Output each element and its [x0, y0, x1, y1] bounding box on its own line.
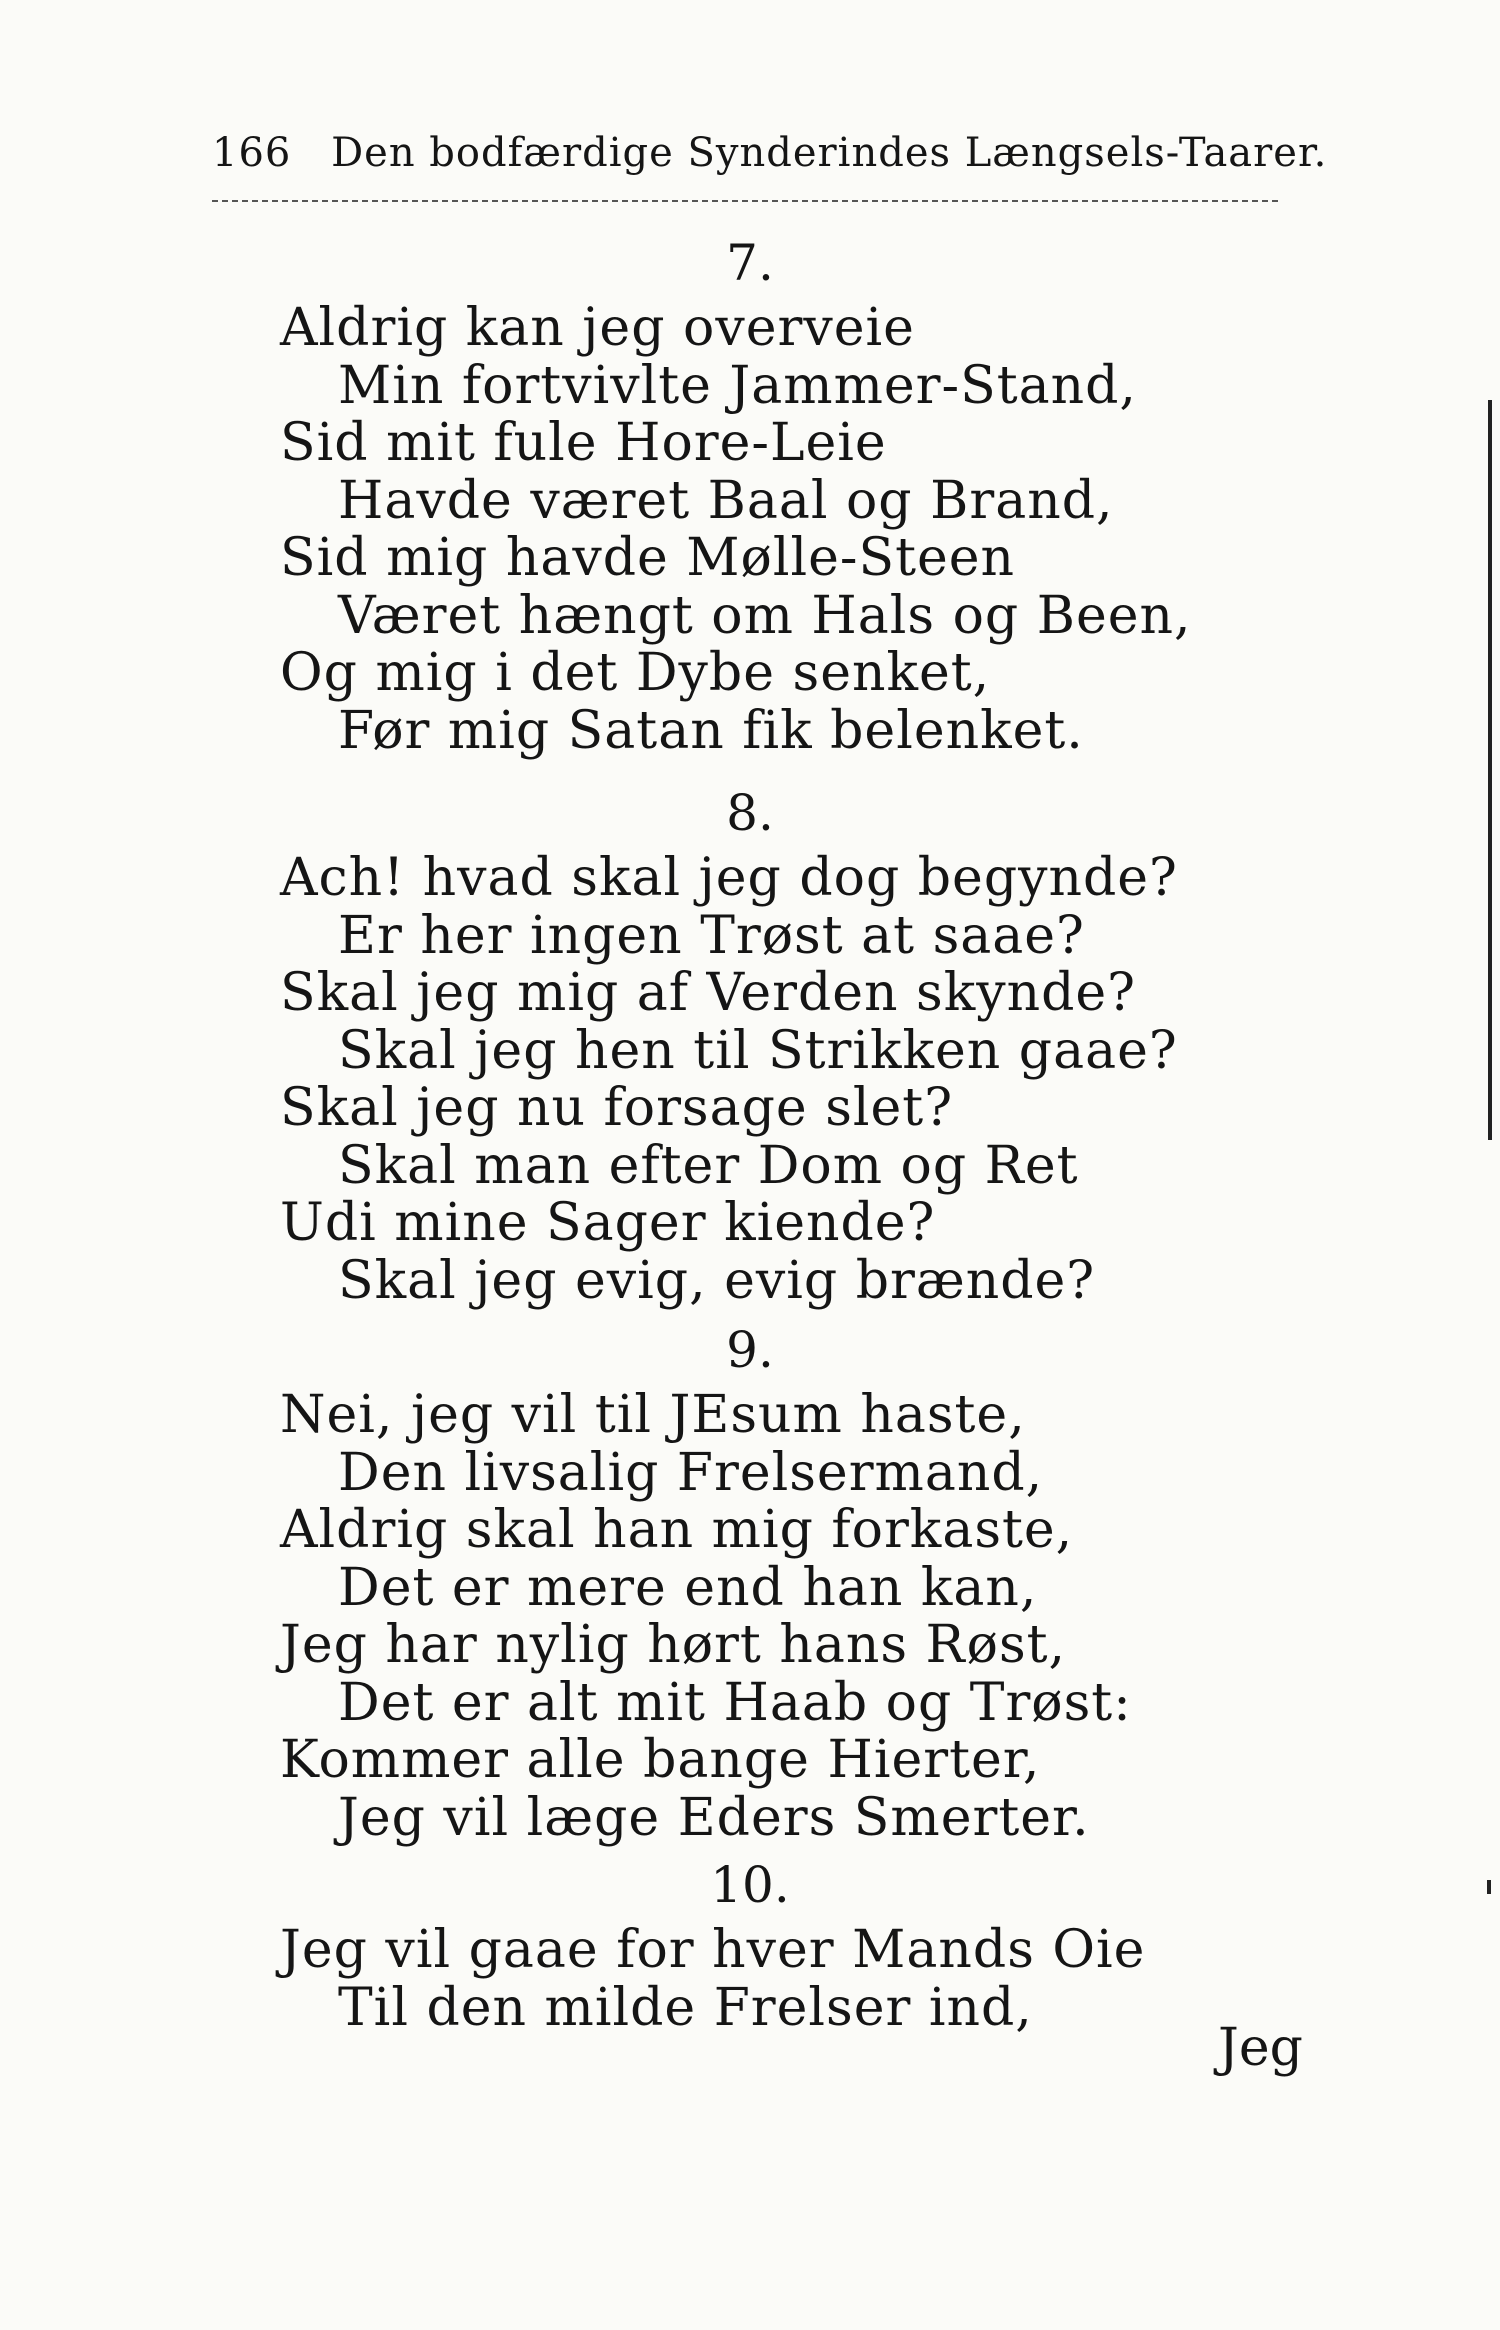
verse-line: Nei, jeg vil til JEsum haste,	[280, 1385, 1026, 1445]
verse-line: Skal jeg evig, evig brænde?	[338, 1251, 1096, 1311]
verse-line: Jeg vil gaae for hver Mands Oie	[280, 1920, 1146, 1980]
verse-line: Jeg har nylig hørt hans Røst,	[280, 1615, 1067, 1675]
header-rule	[212, 200, 1278, 202]
stanza-number: 10.	[710, 1856, 790, 1914]
verse-line: Været hængt om Hals og Been,	[338, 586, 1192, 646]
page-number: 166	[212, 130, 292, 176]
verse-line: Skal jeg mig af Verden skynde?	[280, 963, 1137, 1023]
verse-line: Før mig Satan fik belenket.	[338, 701, 1084, 761]
verse-line: Jeg vil læge Eders Smerter.	[338, 1788, 1090, 1848]
catchword: Jeg	[1218, 2018, 1303, 2078]
running-header	[212, 130, 1328, 176]
verse-line: Sid mit fule Hore-Leie	[280, 413, 887, 473]
stanza-number: 9.	[726, 1321, 774, 1379]
stanza-number: 8.	[726, 784, 774, 842]
stanza-number: 7.	[726, 234, 774, 292]
margin-mark	[1488, 400, 1492, 1140]
verse-line: Udi mine Sager kiende?	[280, 1193, 936, 1253]
verse-line: Er her ingen Trøst at saae?	[338, 906, 1085, 966]
verse-line: Skal jeg nu forsage slet?	[280, 1078, 954, 1138]
verse-line: Sid mig havde Mølle-Steen	[280, 528, 1015, 588]
verse-line: Og mig i det Dybe senket,	[280, 643, 991, 703]
verse-line: Skal jeg hen til Strikken gaae?	[338, 1021, 1178, 1081]
verse-line: Min fortvivlte Jammer-Stand,	[338, 356, 1137, 416]
verse-line: Det er mere end han kan,	[338, 1558, 1038, 1618]
verse-line: Det er alt mit Haab og Trøst:	[338, 1673, 1132, 1733]
verse-line: Til den milde Frelser ind,	[338, 1978, 1033, 2038]
margin-mark	[1487, 1880, 1491, 1894]
verse-line: Den livsalig Frelsermand,	[338, 1443, 1044, 1503]
verse-line: Aldrig kan jeg overveie	[280, 298, 915, 358]
running-title: Den bodfærdige Synderindes Længsels-Taarer.	[331, 130, 1328, 176]
verse-line: Ach! hvad skal jeg dog begynde?	[280, 848, 1178, 908]
verse-line: Aldrig skal han mig forkaste,	[280, 1500, 1074, 1560]
verse-line: Skal man efter Dom og Ret	[338, 1136, 1079, 1196]
verse-line: Havde været Baal og Brand,	[338, 471, 1114, 531]
verse-line: Kommer alle bange Hierter,	[280, 1730, 1041, 1790]
